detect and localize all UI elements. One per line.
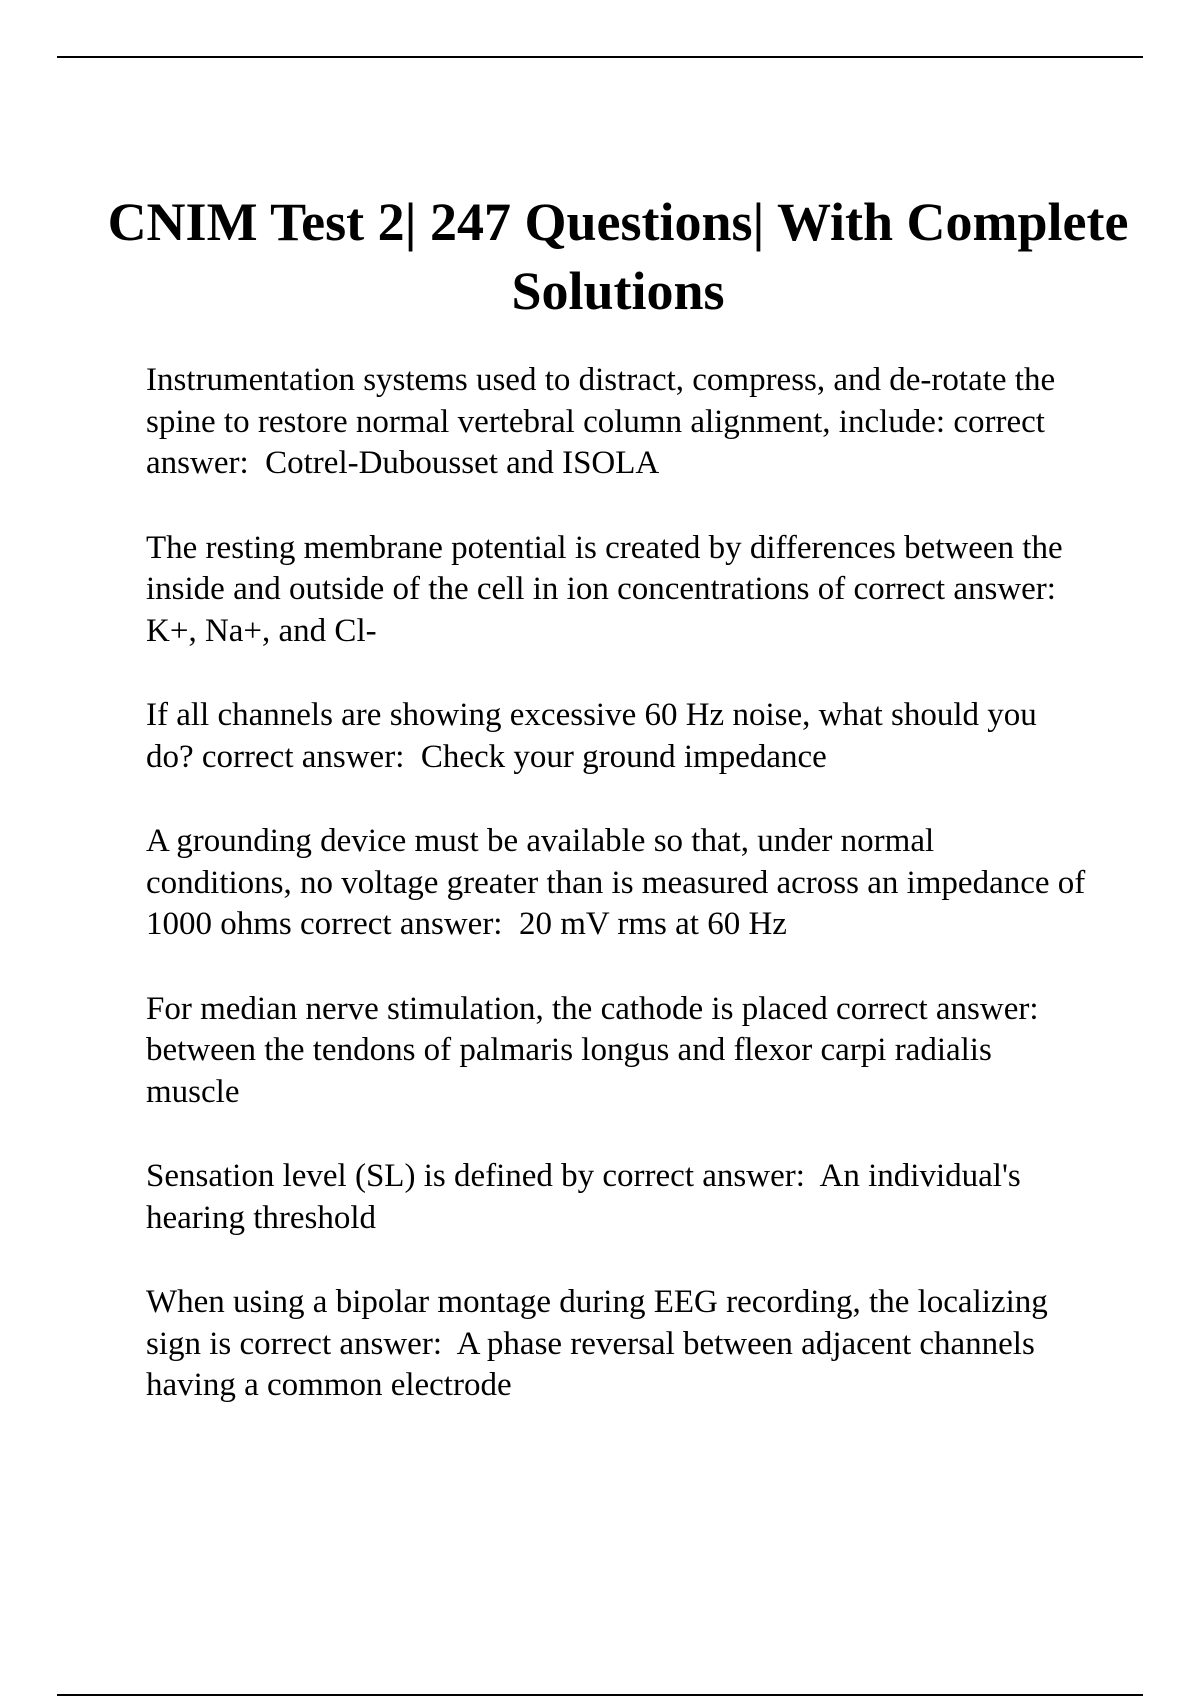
bottom-rule — [57, 1694, 1143, 1696]
top-rule — [57, 56, 1143, 58]
qa-item: When using a bipolar montage during EEG recording, the localizing sign is correct answer: A phase reversal between adjacent channels having a common electrode — [146, 1284, 1056, 1403]
qa-item: For median nerve stimulation, the cathode is placed correct answer: between the tendons of palmaris longus and flexor carpi radialis muscle — [146, 990, 1056, 1110]
qa-item: The resting membrane potential is created by differences between the inside and outside of the cell in ion concentrations of correct answer: K+, Na+, and Cl- — [146, 529, 1073, 649]
qa-item: Sensation level (SL) is defined by correct answer: An individual's hearing threshold — [146, 1158, 1029, 1236]
qa-item: If all channels are showing excessive 60 Hz noise, what should you do? correct answer: Check your ground impedance — [146, 697, 1046, 775]
qa-item: Instrumentation systems used to distract, compress, and de-rotate the spine to restore normal vertebral column alignment, include: correct answer: Cotrel-Dubousset and ISOLA — [146, 362, 1064, 481]
qa-item: A grounding device must be available so that, under normal conditions, no voltage greater than is measured across an impedance of 1000 ohms correct answer: 20 mV rms at 60 Hz — [146, 823, 1094, 942]
document-title: CNIM Test 2| 247 Questions| With Complete Solutions — [107, 192, 1129, 321]
qa-list — [146, 360, 1094, 1450]
